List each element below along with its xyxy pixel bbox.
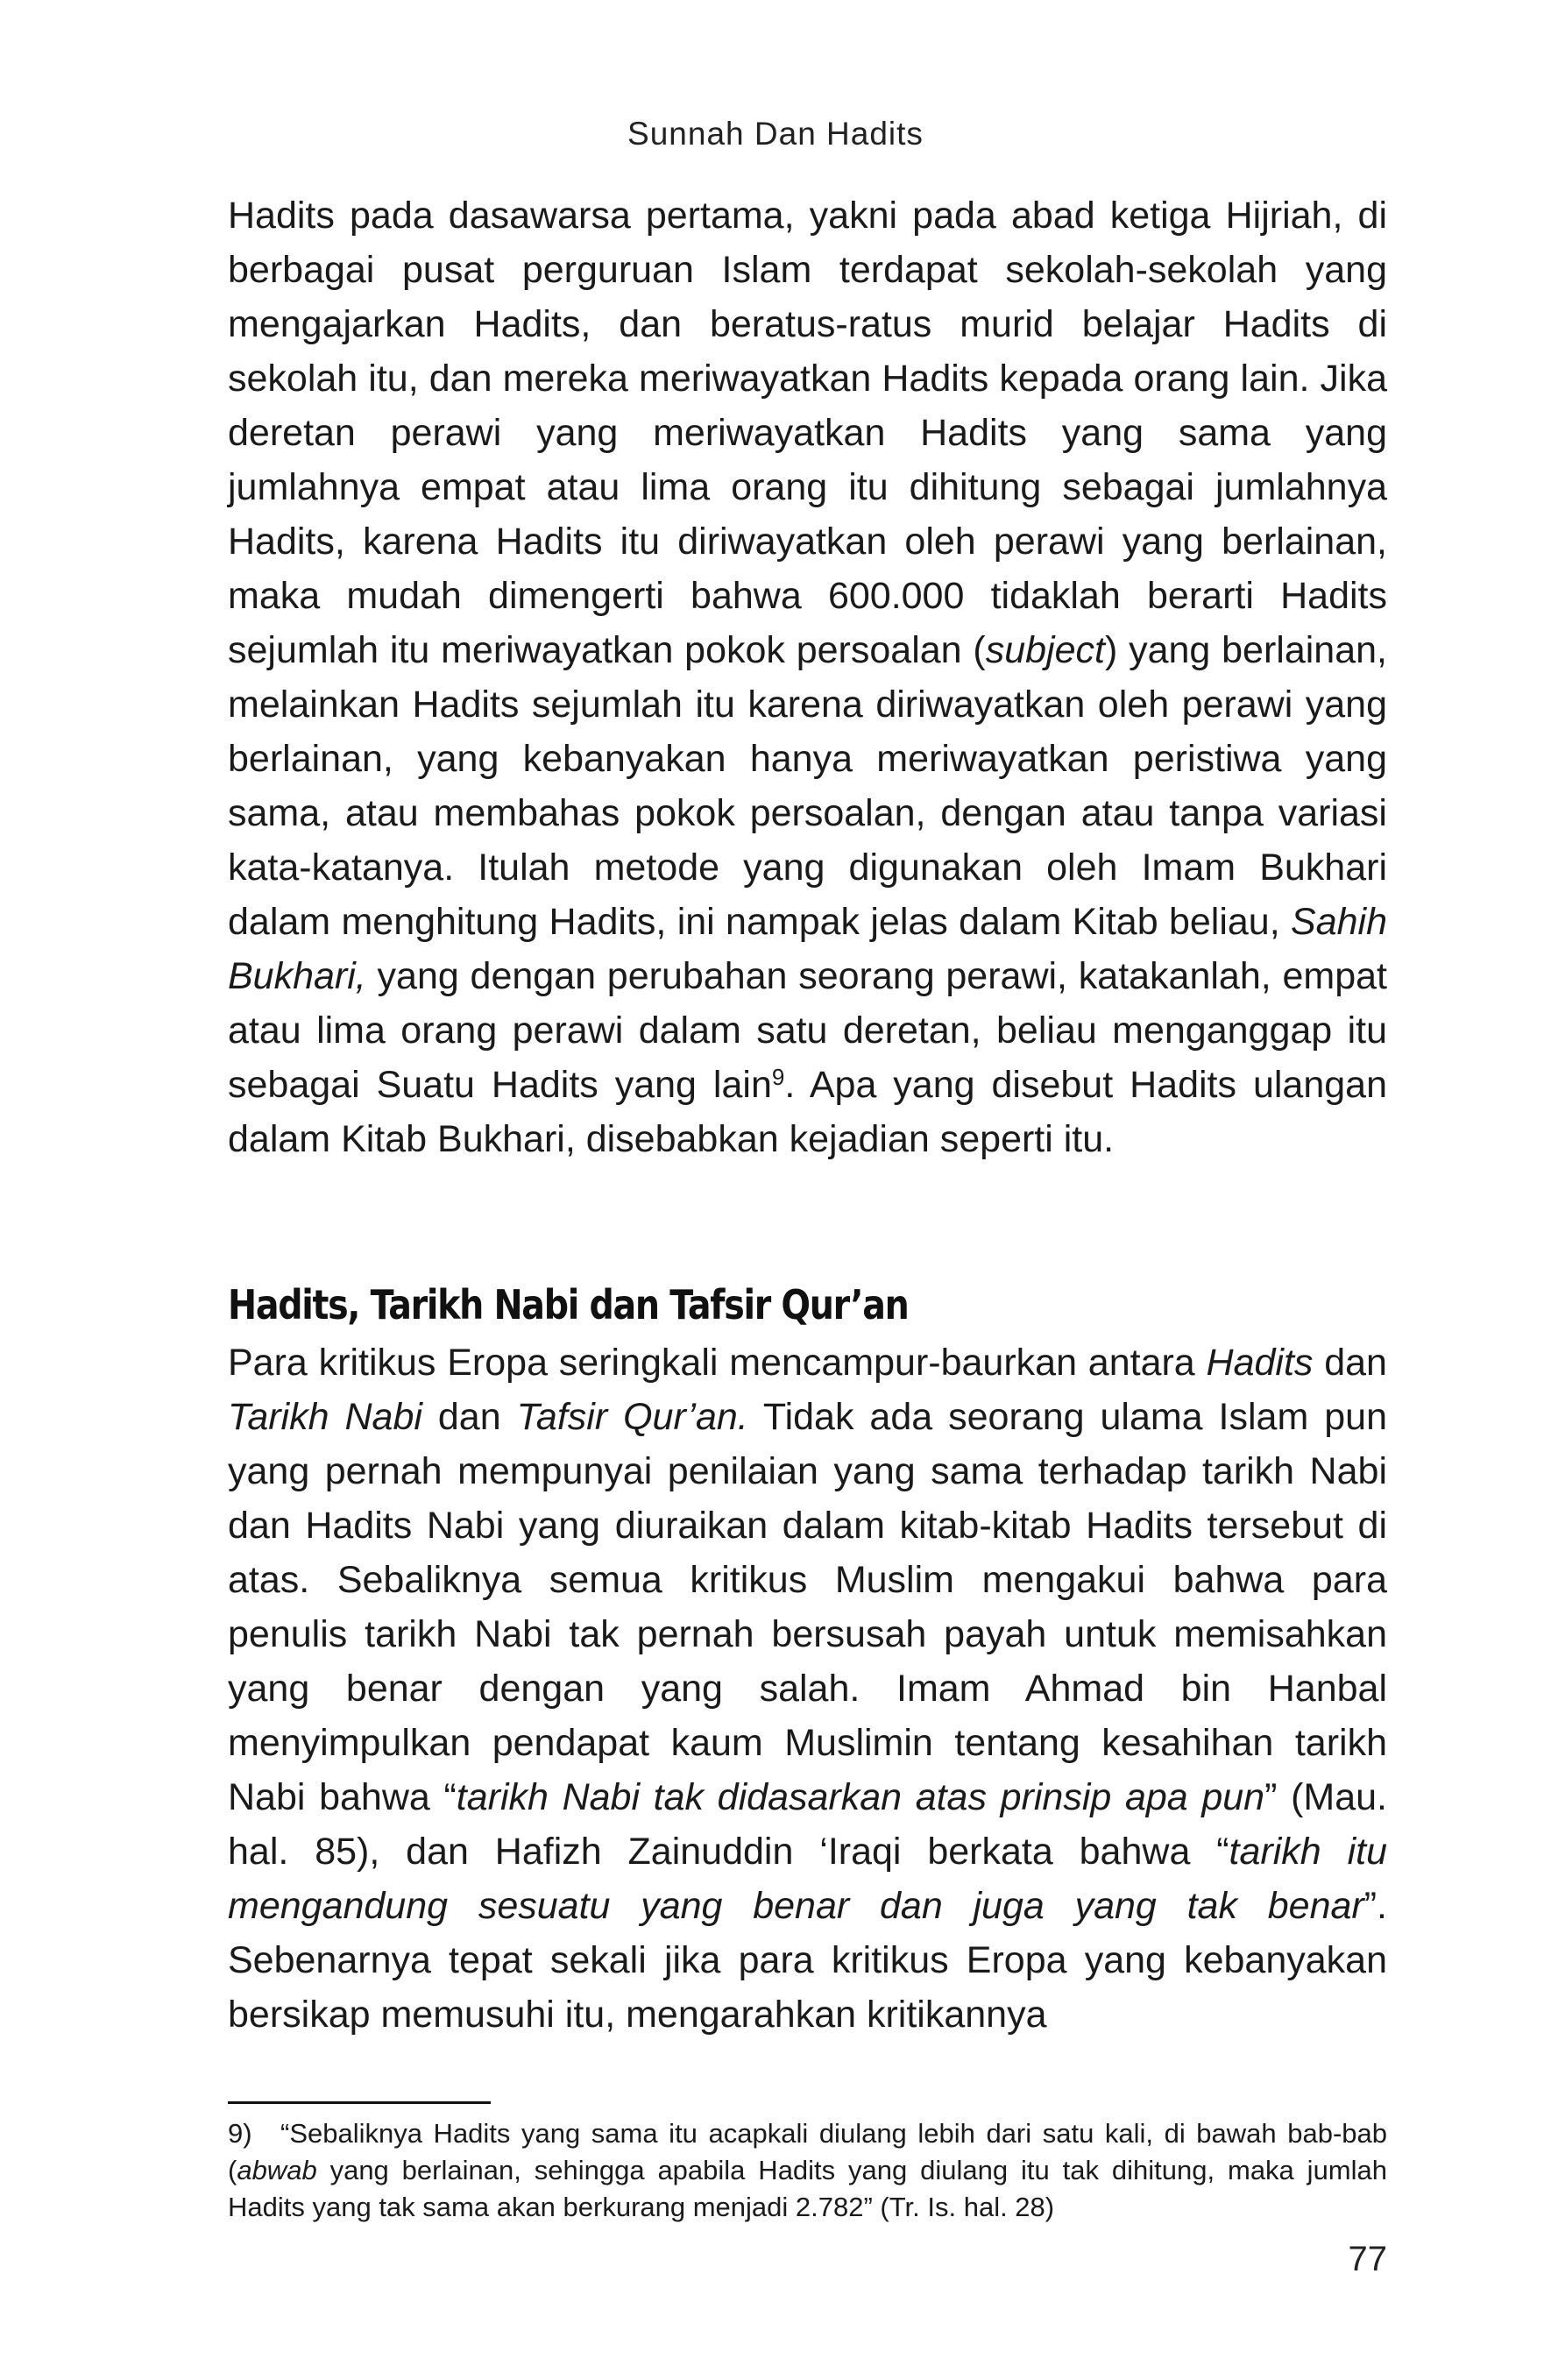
footnote-reference[interactable]: 9 [771,1064,785,1090]
italic-run: Sahih Bukhari, [228,901,1387,997]
footnote-italic-run: abwab [237,2155,317,2185]
text-run: Tidak ada seorang ulama Islam pun yang pernah mempunyai penilaian yang sama terhadap tarikh Nabi dan Hadits Nabi yang diuraikan dalam kitab-kitab Hadits tersebut di atas. Sebaliknya semua kritikus Muslim mengakui bahwa para penulis tarikh Nabi tak pernah bersusah payah untuk memisahkan yang benar dengan yang salah. Imam Ahmad bin Hanbal menyimpulkan pendapat kaum Muslimin tentang kesahihan tarikh Nabi bahwa “ [228,1396,1387,1818]
page-number: 77 [1348,2240,1387,2278]
footnote-number: 9) [228,2118,252,2149]
italic-run: Tarikh Nabi [228,1396,422,1438]
running-header: Sunnah Dan Hadits [627,116,924,152]
section-heading: Hadits, Tarikh Nabi dan Tafsir Qur’an [228,1281,909,1328]
text-run: ) yang berlainan, melainkan Hadits sejumlah itu karena diriwayatkan oleh perawi yang berlainan, yang kebanyakan hanya meriwayatkan peristiwa yang sama, atau membahas pokok persoalan, dengan atau tanpa variasi kata-katanya. Itulah metode yang digunakan oleh Imam Bukhari dalam menghitung Hadits, ini nampak jelas dalam Kitab beliau, [228,629,1387,943]
footnote-divider [228,2101,491,2104]
body-paragraph-1 [228,188,1387,1166]
body-paragraph-2 [228,1335,1387,2042]
italic-run: tarikh Nabi tak didasarkan atas prinsip apa pun [456,1776,1265,1818]
italic-run: Tafsir Qur’an. [516,1396,748,1438]
text-run: Para kritikus Eropa seringkali mencampur-baurkan antara [228,1342,1207,1384]
italic-run: Hadits [1206,1342,1314,1384]
footnote-text-run: “Sebaliknya Hadits yang sama itu acapkali diulang lebih dari satu kali, di bawah bab-bab ( [228,2118,1387,2185]
text-run: ”. Sebenarnya tepat sekali jika para kritikus Eropa yang kebanyakan bersikap memusuhi itu, mengarahkan kritikannya [228,1885,1387,2036]
italic-run: subject [985,629,1105,671]
text-run: yang dengan perubahan seorang perawi, katakanlah, empat atau lima orang perawi dalam satu deretan, beliau menganggap itu sebagai Suatu Hadits yang lain [228,955,1387,1106]
footnote-text-run: yang berlainan, sehingga apabila Hadits yang diulang itu tak dihitung, maka jumlah Hadits yang tak sama akan berkurang menjadi 2.782” (Tr. Is. hal. 28) [228,2155,1387,2222]
italic-run: tarikh itu mengandung sesuatu yang benar dan juga yang tak benar [228,1831,1387,1927]
text-run: Hadits pada dasawarsa pertama, yakni pada abad ketiga Hijriah, di berbagai pusat perguruan Islam terdapat sekolah-sekolah yang mengajarkan Hadits, dan beratus-ratus murid belajar Hadits di sekolah itu, dan mereka meriwayatkan Hadits kepada orang lain. Jika deretan perawi yang meriwayatkan Hadits yang sama yang jumlahnya empat atau lima orang itu dihitung sebagai jumlahnya Hadits, karena Hadits itu diriwayatkan oleh perawi yang berlainan, maka mudah dimengerti bahwa 600.000 tidaklah berarti Hadits sejumlah itu meriwayatkan pokok persoalan ( [228,195,1387,671]
text-run: dan [421,1396,517,1438]
text-run: dan [1313,1342,1387,1384]
text-run: . Apa yang disebut Hadits ulangan dalam Kitab Bukhari, disebabkan kejadian seperti itu. [228,1064,1387,1160]
footnote [228,2115,1387,2226]
text-run: ” (Mau. hal. 85), dan Hafizh Zainuddin ‘Iraqi berkata bahwa “ [228,1776,1387,1873]
